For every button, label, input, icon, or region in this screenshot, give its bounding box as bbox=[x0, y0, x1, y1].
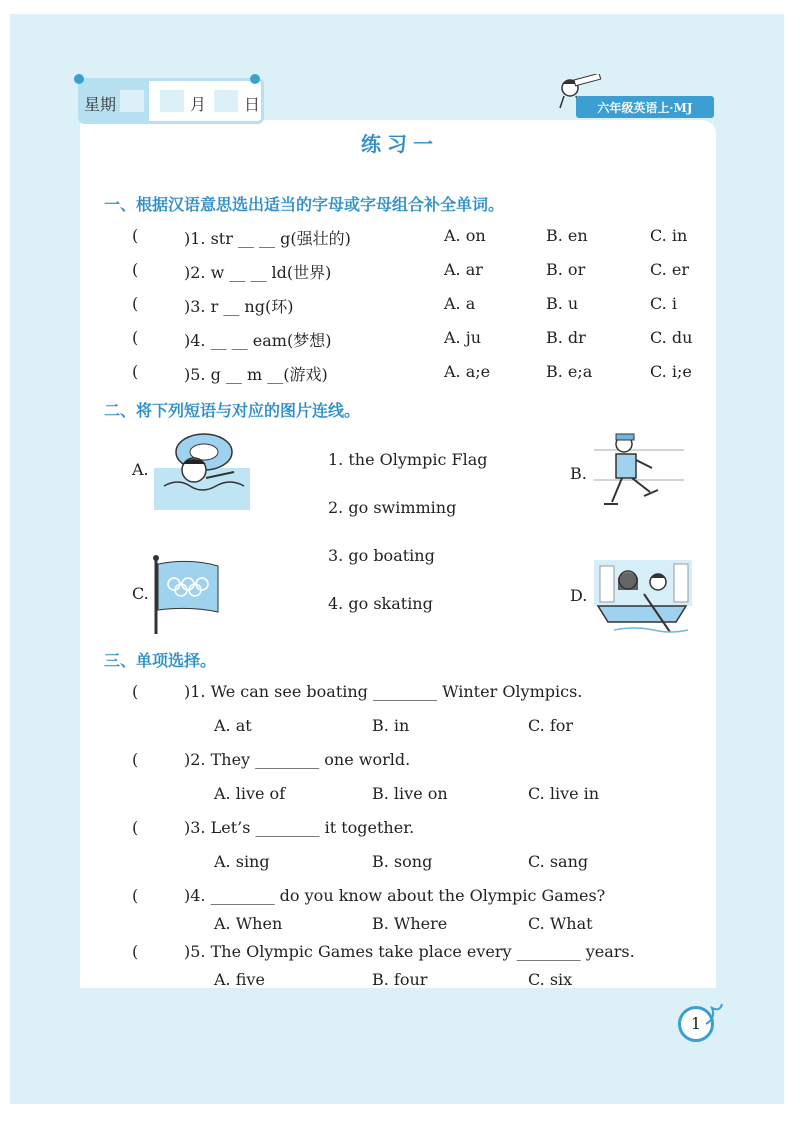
option-c[interactable]: C. live in bbox=[528, 784, 600, 803]
page-number: 1 bbox=[678, 1006, 714, 1042]
question-stem: )4. ________ do you know about the Olympic Games? bbox=[184, 886, 606, 905]
question-stem: )5. g __ m __(游戏) bbox=[184, 365, 328, 384]
option-a[interactable]: A. at bbox=[214, 716, 252, 735]
picture-label-c: C. bbox=[132, 584, 149, 603]
option-b[interactable]: B. live on bbox=[372, 784, 448, 803]
weekday-label: 星期 bbox=[84, 95, 117, 114]
question-stem: )1. We can see boating ________ Winter Olympics. bbox=[184, 682, 583, 701]
option-c[interactable]: C. du bbox=[650, 328, 693, 347]
option-b[interactable]: B. in bbox=[372, 716, 410, 735]
option-a[interactable]: A. ar bbox=[444, 260, 483, 279]
option-b[interactable]: B. dr bbox=[546, 328, 586, 347]
picture-label-d: D. bbox=[570, 586, 588, 605]
skating-picture[interactable] bbox=[594, 430, 684, 514]
section2-heading: 二、将下列短语与对应的图片连线。 bbox=[104, 401, 361, 420]
swimming-picture[interactable] bbox=[154, 428, 250, 510]
option-b[interactable]: B. u bbox=[546, 294, 579, 313]
olympic-flag-picture[interactable] bbox=[150, 554, 222, 636]
day-label: 日 bbox=[244, 95, 261, 114]
option-c[interactable]: C. for bbox=[528, 716, 574, 735]
question-stem: )1. str __ __ g(强壮的) bbox=[184, 229, 351, 248]
grade-tag: 六年级英语上·MJ bbox=[576, 96, 714, 118]
question-stem: )3. r __ ng(环) bbox=[184, 297, 294, 316]
question-stem: )4. __ __ eam(梦想) bbox=[184, 331, 332, 350]
weekday-slot[interactable] bbox=[120, 90, 144, 112]
option-a[interactable]: A. a bbox=[444, 294, 476, 313]
page-title: 练习一 bbox=[361, 132, 439, 156]
question-stem: )2. They ________ one world. bbox=[184, 750, 411, 769]
month-label: 月 bbox=[190, 95, 207, 114]
picture-label-b: B. bbox=[570, 464, 587, 483]
bottom-band bbox=[10, 992, 784, 1102]
phrase-item[interactable]: 3. go boating bbox=[328, 546, 435, 565]
option-c[interactable]: C. What bbox=[528, 914, 593, 933]
option-c[interactable]: C. er bbox=[650, 260, 689, 279]
option-b[interactable]: B. song bbox=[372, 852, 433, 871]
option-b[interactable]: B. or bbox=[546, 260, 586, 279]
option-a[interactable]: A. sing bbox=[214, 852, 270, 871]
option-a[interactable]: A. live of bbox=[214, 784, 286, 803]
option-b[interactable]: B. Where bbox=[372, 914, 448, 933]
option-a[interactable]: A. on bbox=[444, 226, 486, 245]
option-c[interactable]: C. sang bbox=[528, 852, 589, 871]
option-a[interactable]: A. a;e bbox=[444, 362, 491, 381]
pin-icon bbox=[74, 74, 84, 84]
section3-heading: 三、单项选择。 bbox=[104, 651, 217, 670]
phrase-item[interactable]: 1. the Olympic Flag bbox=[328, 450, 488, 469]
option-c[interactable]: C. in bbox=[650, 226, 688, 245]
question-stem: )2. w __ __ ld(世界) bbox=[184, 263, 332, 282]
boating-picture[interactable] bbox=[594, 560, 692, 636]
option-a[interactable]: A. ju bbox=[444, 328, 481, 347]
option-a[interactable]: A. five bbox=[214, 970, 265, 989]
picture-label-a: A. bbox=[132, 460, 149, 479]
option-c[interactable]: C. i bbox=[650, 294, 677, 313]
phrase-item[interactable]: 4. go skating bbox=[328, 594, 433, 613]
option-a[interactable]: A. When bbox=[214, 914, 283, 933]
question-stem: )3. Let’s ________ it together. bbox=[184, 818, 415, 837]
section1-heading: 一、根据汉语意思选出适当的字母或字母组合补全单词。 bbox=[104, 195, 505, 214]
phrase-item[interactable]: 2. go swimming bbox=[328, 498, 457, 517]
wave-icon bbox=[702, 1000, 726, 1030]
option-b[interactable]: B. e;a bbox=[546, 362, 593, 381]
option-c[interactable]: C. six bbox=[528, 970, 573, 989]
pin-icon bbox=[250, 74, 260, 84]
question-stem: )5. The Olympic Games take place every ________ years. bbox=[184, 942, 635, 961]
day-slot[interactable] bbox=[214, 90, 238, 112]
option-b[interactable]: B. four bbox=[372, 970, 428, 989]
option-b[interactable]: B. en bbox=[546, 226, 588, 245]
option-c[interactable]: C. i;e bbox=[650, 362, 692, 381]
month-slot[interactable] bbox=[160, 90, 184, 112]
